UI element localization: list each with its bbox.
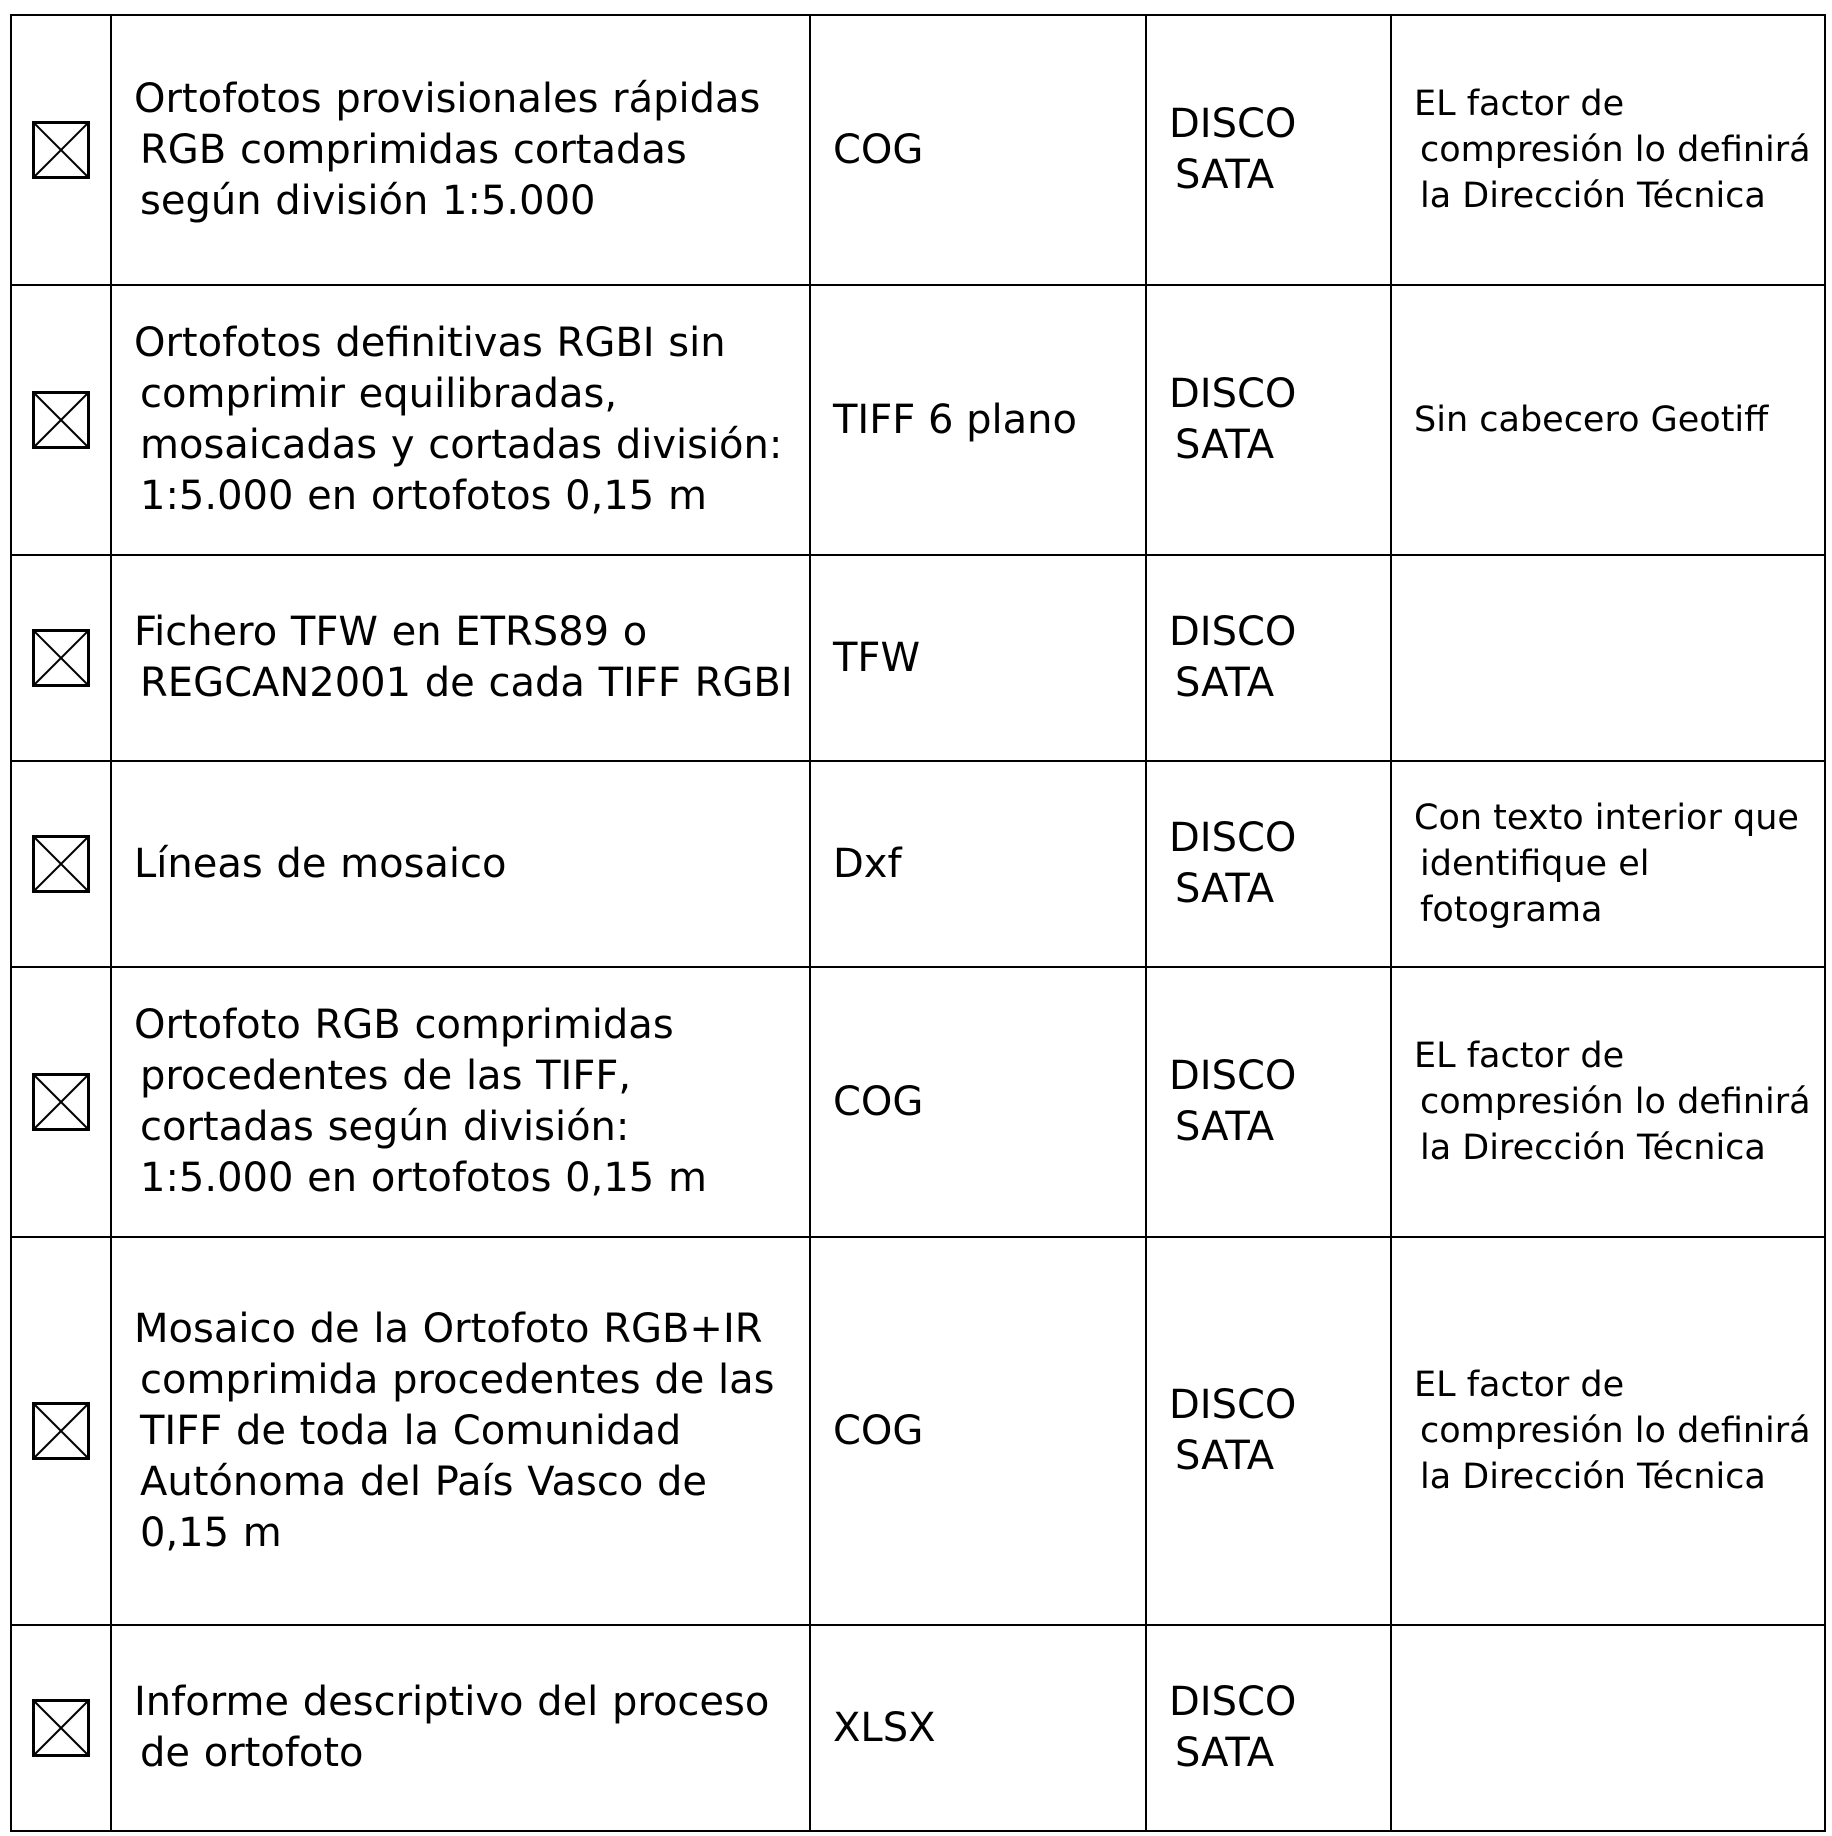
notes-cell bbox=[1391, 1625, 1825, 1831]
table-row bbox=[11, 761, 1825, 967]
table-row bbox=[11, 15, 1825, 285]
format-text: TFW bbox=[833, 634, 920, 681]
description-cell bbox=[111, 555, 810, 761]
deliverables-table bbox=[10, 14, 1826, 1832]
format-cell bbox=[810, 555, 1146, 761]
format-cell bbox=[810, 15, 1146, 285]
format-text: TIFF 6 plano bbox=[833, 396, 1077, 443]
notes-cell bbox=[1391, 967, 1825, 1237]
checked-box-icon[interactable] bbox=[32, 1402, 90, 1460]
table-row bbox=[11, 1625, 1825, 1831]
table-row bbox=[11, 555, 1825, 761]
notes-text: Con texto interior que identifique el fotograma bbox=[1414, 798, 1799, 930]
checkbox-cell bbox=[11, 761, 111, 967]
description-text: Ortofotos definitivas RGBI sin comprimir equilibradas, mosaicadas y cortadas división: 1:5.000 en ortofotos 0,15 m bbox=[134, 320, 783, 519]
notes-text: Sin cabecero Geotiff bbox=[1414, 400, 1769, 440]
notes-text: EL factor de compresión lo definirá la Dirección Técnica bbox=[1414, 84, 1811, 216]
checkbox-cell bbox=[11, 967, 111, 1237]
notes-cell bbox=[1391, 285, 1825, 555]
description-cell bbox=[111, 1625, 810, 1831]
checked-box-icon[interactable] bbox=[32, 1073, 90, 1131]
format-text: COG bbox=[833, 1407, 924, 1454]
format-cell bbox=[810, 285, 1146, 555]
notes-cell bbox=[1391, 1237, 1825, 1625]
description-cell bbox=[111, 1237, 810, 1625]
notes-cell bbox=[1391, 761, 1825, 967]
description-text: Ortofoto RGB comprimidas procedentes de las TIFF, cortadas según división: 1:5.000 en ortofotos 0,15 m bbox=[134, 1002, 707, 1201]
table-row bbox=[11, 285, 1825, 555]
checked-box-icon[interactable] bbox=[32, 629, 90, 687]
checkbox-cell bbox=[11, 1237, 111, 1625]
description-text: Informe descriptivo del proceso de ortofoto bbox=[134, 1679, 770, 1776]
media-cell bbox=[1146, 555, 1391, 761]
checked-box-icon[interactable] bbox=[32, 121, 90, 179]
format-text: COG bbox=[833, 1078, 924, 1125]
description-text: Ortofotos provisionales rápidas RGB comprimidas cortadas según división 1:5.000 bbox=[134, 75, 761, 224]
checked-box-icon[interactable] bbox=[32, 1699, 90, 1757]
description-cell bbox=[111, 761, 810, 967]
format-text: XLSX bbox=[833, 1704, 936, 1751]
media-text: DISCO SATA bbox=[1169, 371, 1297, 468]
checked-box-icon[interactable] bbox=[32, 391, 90, 449]
table-row bbox=[11, 1237, 1825, 1625]
checked-box-icon[interactable] bbox=[32, 835, 90, 893]
table-row bbox=[11, 967, 1825, 1237]
format-text: COG bbox=[833, 126, 924, 173]
notes-cell bbox=[1391, 15, 1825, 285]
media-cell bbox=[1146, 15, 1391, 285]
description-cell bbox=[111, 285, 810, 555]
description-text: Mosaico de la Ortofoto RGB+IR comprimida procedentes de las TIFF de toda la Comunidad Autónoma del País Vasco de 0,15 m bbox=[134, 1305, 775, 1556]
checkbox-cell bbox=[11, 285, 111, 555]
checkbox-cell bbox=[11, 555, 111, 761]
media-cell bbox=[1146, 1625, 1391, 1831]
media-cell bbox=[1146, 285, 1391, 555]
media-cell bbox=[1146, 761, 1391, 967]
notes-text: EL factor de compresión lo definirá la Dirección Técnica bbox=[1414, 1365, 1811, 1497]
format-text: Dxf bbox=[833, 840, 902, 887]
description-cell bbox=[111, 967, 810, 1237]
description-text: Líneas de mosaico bbox=[134, 840, 507, 887]
format-cell bbox=[810, 1625, 1146, 1831]
media-text: DISCO SATA bbox=[1169, 609, 1297, 706]
notes-text: EL factor de compresión lo definirá la Dirección Técnica bbox=[1414, 1036, 1811, 1168]
media-cell bbox=[1146, 1237, 1391, 1625]
notes-cell bbox=[1391, 555, 1825, 761]
format-cell bbox=[810, 967, 1146, 1237]
media-text: DISCO SATA bbox=[1169, 1053, 1297, 1150]
checkbox-cell bbox=[11, 15, 111, 285]
checkbox-cell bbox=[11, 1625, 111, 1831]
description-text: Fichero TFW en ETRS89 o REGCAN2001 de cada TIFF RGBI bbox=[134, 609, 793, 706]
media-text: DISCO SATA bbox=[1169, 101, 1297, 198]
format-cell bbox=[810, 761, 1146, 967]
description-cell bbox=[111, 15, 810, 285]
media-text: DISCO SATA bbox=[1169, 1382, 1297, 1479]
media-text: DISCO SATA bbox=[1169, 815, 1297, 912]
format-cell bbox=[810, 1237, 1146, 1625]
media-text: DISCO SATA bbox=[1169, 1679, 1297, 1776]
media-cell bbox=[1146, 967, 1391, 1237]
